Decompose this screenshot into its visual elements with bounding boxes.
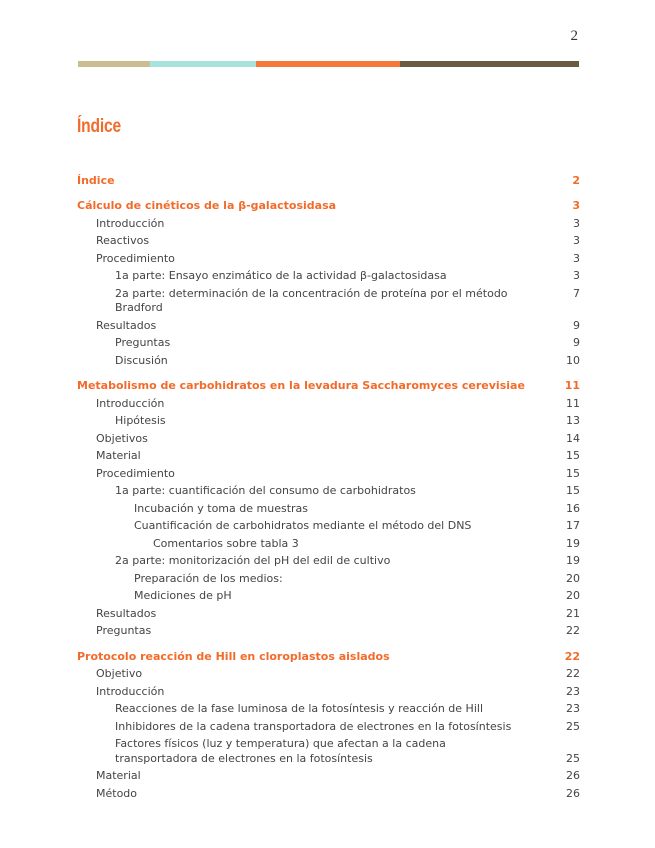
toc-entry-link[interactable] — [77, 785, 580, 803]
toc-entry-page: 17 — [566, 519, 580, 532]
toc-entry-label: Objetivo — [96, 667, 143, 680]
toc-entry-link[interactable] — [77, 465, 580, 483]
toc-entry-label: Resultados — [96, 318, 157, 332]
toc-entry-link[interactable] — [77, 448, 580, 466]
toc-entry-label: Reacciones de la fase luminosa de la fotosíntesis y reacción de Hill — [115, 702, 483, 715]
toc-entry-label: Hipótesis — [115, 414, 166, 427]
toc-entry-link[interactable] — [77, 666, 580, 684]
bar-segment — [150, 61, 256, 67]
toc-entry-label: Discusión — [115, 353, 168, 367]
toc-entry-page: 25 — [566, 719, 580, 733]
bar-segment — [400, 61, 579, 67]
toc-entry-page: 15 — [566, 449, 580, 462]
toc-entry-link[interactable] — [77, 430, 580, 448]
toc-entry-page: 3 — [573, 216, 580, 230]
table-of-contents — [77, 172, 580, 803]
toc-entry-label: 2a parte: determinación de la concentración de proteína por el método Bradford — [115, 286, 508, 314]
toc-entry-label: Inhibidores de la cadena transportadora de electrones en la fotosíntesis — [115, 719, 512, 733]
toc-entry-label: Introducción — [96, 216, 165, 230]
toc-entry-page: 10 — [566, 353, 580, 367]
header-color-bar — [78, 61, 579, 67]
toc-entry-page: 26 — [566, 769, 580, 782]
toc-entry-page: 16 — [566, 501, 580, 515]
toc-entry-link[interactable] — [77, 250, 580, 268]
toc-entry-page: 22 — [564, 649, 580, 663]
toc-entry-link[interactable] — [77, 570, 580, 588]
toc-entry-page: 3 — [573, 269, 580, 282]
toc-entry-label: Cuantificación de carbohidratos mediante el método del DNS — [134, 519, 472, 532]
page-title: Índice — [77, 116, 122, 137]
toc-entry-page: 22 — [566, 667, 580, 680]
toc-entry-page: 19 — [566, 536, 580, 550]
toc-entry-label: Preparación de los medios: — [134, 571, 283, 585]
toc-entry-link[interactable] — [77, 268, 580, 286]
toc-entry-page: 3 — [573, 251, 580, 265]
toc-entry-link[interactable] — [77, 588, 580, 606]
toc-entry-label: Índice — [77, 173, 115, 187]
bar-segment — [78, 61, 150, 67]
toc-entry-page: 23 — [566, 684, 580, 698]
toc-entry-page: 3 — [573, 234, 580, 247]
toc-entry-page: 13 — [566, 414, 580, 427]
toc-entry-link[interactable] — [77, 518, 580, 536]
toc-entry-label: Preguntas — [96, 624, 152, 637]
toc-entry-label: Preguntas — [115, 336, 171, 349]
page-number: 2 — [570, 28, 578, 44]
toc-entry-page: 15 — [566, 484, 580, 497]
toc-entry-link[interactable] — [77, 352, 580, 370]
toc-entry-page: 20 — [566, 589, 580, 602]
toc-entry-link[interactable] — [77, 718, 580, 736]
toc-entry-label: Introducción — [96, 684, 165, 698]
toc-entry-label: Reactivos — [96, 234, 150, 247]
toc-entry-link[interactable] — [77, 233, 580, 251]
toc-entry-link[interactable] — [77, 317, 580, 335]
toc-entry-label: Cálculo de cinéticos de la β-galactosidasa — [77, 199, 337, 212]
toc-chapter-link[interactable] — [77, 198, 580, 216]
toc-entry-label: Metabolismo de carbohidratos en la levadura Saccharomyces cerevisiae — [77, 379, 525, 392]
bar-segment — [256, 61, 400, 67]
toc-entry-label: Resultados — [96, 606, 157, 620]
toc-entry-label: 1a parte: cuantificación del consumo de carbohidratos — [115, 484, 416, 497]
toc-entry-link[interactable] — [77, 623, 580, 641]
toc-entry-page: 20 — [566, 571, 580, 585]
toc-entry-label: 1a parte: Ensayo enzimático de la actividad β-galactosidasa — [115, 269, 447, 282]
toc-entry-page: 9 — [573, 336, 580, 349]
toc-entry-label: Procedimiento — [96, 466, 175, 480]
toc-entry-page: 11 — [566, 396, 580, 410]
toc-entry-page: 26 — [566, 786, 580, 800]
toc-entry-label: Comentarios sobre tabla 3 — [153, 536, 299, 550]
toc-entry-link[interactable] — [77, 768, 580, 786]
toc-entry-link[interactable] — [77, 285, 580, 317]
toc-entry-link[interactable] — [77, 605, 580, 623]
toc-entry-page: 2 — [572, 173, 580, 187]
toc-entry-label: Procedimiento — [96, 251, 175, 265]
toc-entry-label: Método — [96, 786, 138, 800]
toc-entry-link[interactable] — [77, 683, 580, 701]
toc-entry-link[interactable] — [77, 701, 580, 719]
toc-entry-page: 23 — [566, 702, 580, 715]
toc-chapter-link[interactable] — [77, 648, 580, 666]
toc-entry-link[interactable] — [77, 335, 580, 353]
toc-chapter-link[interactable] — [77, 378, 580, 396]
toc-entry-page: 15 — [566, 466, 580, 480]
toc-entry-page: 7 — [573, 286, 580, 300]
toc-entry-link[interactable] — [77, 535, 580, 553]
toc-entry-page: 9 — [573, 318, 580, 332]
toc-entry-link[interactable] — [77, 553, 580, 571]
toc-entry-link[interactable] — [77, 500, 580, 518]
toc-entry-label: Protocolo reacción de Hill en cloroplastos aislados — [77, 649, 390, 663]
toc-entry-label: Material — [96, 449, 141, 462]
toc-entry-page: 25 — [566, 751, 580, 765]
toc-entry-label: Introducción — [96, 396, 165, 410]
toc-entry-label: Incubación y toma de muestras — [134, 501, 309, 515]
toc-entry-label: Factores físicos (luz y temperatura) que afectan a la cadena transportadora de electrones en la fotosíntesis — [115, 737, 446, 765]
toc-entry-label: Material — [96, 769, 141, 782]
toc-entry-page: 3 — [572, 199, 580, 212]
toc-entry-page: 11 — [564, 379, 580, 392]
toc-entry-page: 22 — [566, 624, 580, 637]
toc-entry-label: 2a parte: monitorización del pH del edil de cultivo — [115, 554, 391, 567]
toc-entry-page: 14 — [566, 431, 580, 445]
toc-entry-label: Mediciones de pH — [134, 589, 232, 602]
toc-entry-link[interactable] — [77, 215, 580, 233]
toc-entry-label: Objetivos — [96, 431, 148, 445]
toc-entry-link[interactable] — [77, 736, 580, 768]
toc-chapter-link[interactable] — [77, 172, 580, 190]
toc-entry-page: 21 — [566, 606, 580, 620]
toc-entry-link[interactable] — [77, 413, 580, 431]
toc-entry-page: 19 — [566, 554, 580, 567]
toc-entry-link[interactable] — [77, 483, 580, 501]
toc-entry-link[interactable] — [77, 395, 580, 413]
